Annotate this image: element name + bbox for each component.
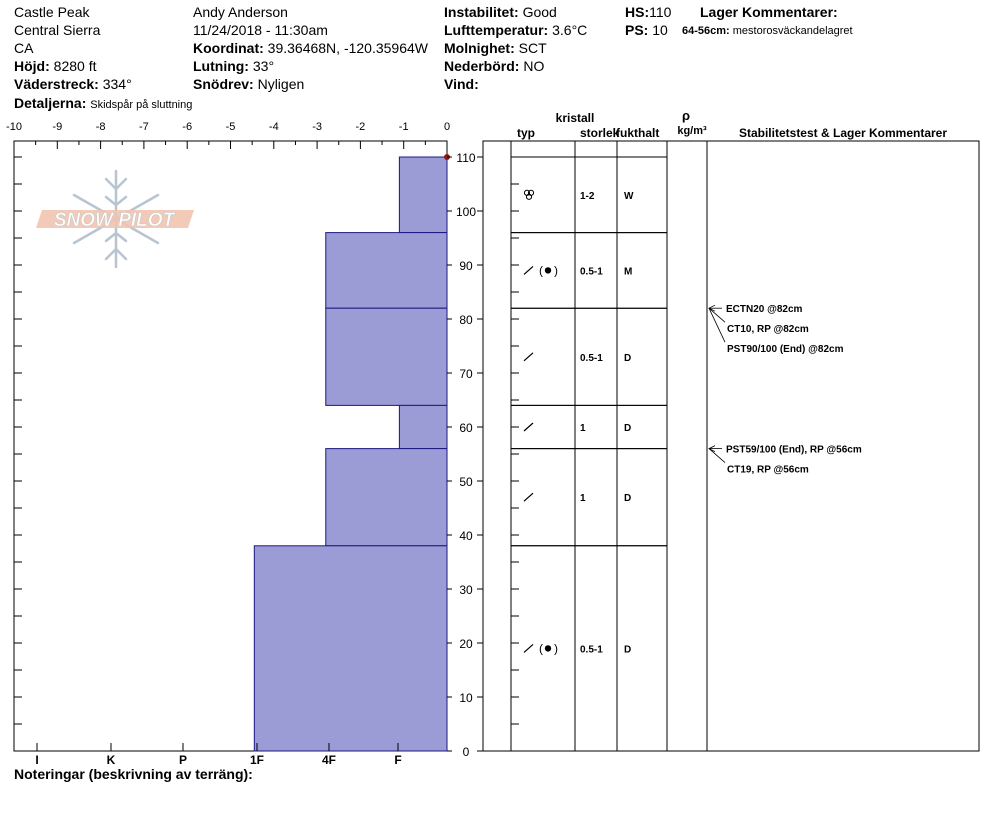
x-bottom-tick-label: F xyxy=(394,753,402,766)
x-top-tick-label: -5 xyxy=(225,121,236,133)
hardness-bar xyxy=(399,157,447,233)
airtemp-value: 3.6°C xyxy=(552,22,588,38)
hardness-bar xyxy=(326,233,447,309)
snow-pilot-logo xyxy=(36,171,194,267)
test-arrow-line xyxy=(709,308,725,342)
y-axis-tick-label: 40 xyxy=(459,529,473,543)
hardness-bar xyxy=(399,405,447,448)
crystal-paren-open: ( xyxy=(539,641,543,656)
elevation-label: Höjd: xyxy=(14,58,50,74)
col-typ: typ xyxy=(517,126,535,140)
precip-label: Nederbörd: xyxy=(444,58,520,74)
precip-value: NO xyxy=(523,58,545,74)
hardness-bar xyxy=(254,546,447,751)
layer-comment-depth: 64-56cm: xyxy=(682,25,730,37)
crystal-secondary-dot-icon xyxy=(545,267,551,273)
drift-value: Nyligen xyxy=(257,76,305,92)
x-top-tick-label: -6 xyxy=(182,121,193,133)
elevation-value: 8280 ft xyxy=(53,58,97,74)
layer-comments-label: Lager Kommentarer: xyxy=(700,4,838,20)
moisture: D xyxy=(624,493,632,505)
details-value: Skidspår på sluttning xyxy=(90,99,193,111)
grain-size: 0.5-1 xyxy=(580,352,603,364)
crystal-paren-close: ) xyxy=(554,263,558,278)
grain-size: 1 xyxy=(580,423,586,434)
grain-size: 1-2 xyxy=(580,190,595,202)
range: Central Sierra xyxy=(14,22,101,38)
crystal-faceted-icon xyxy=(524,353,533,361)
col-density-unit: kg/m³ xyxy=(677,125,707,137)
sky-label: Molnighet: xyxy=(444,40,515,56)
drift-label: Snödrev: xyxy=(193,76,254,92)
col-rho: ρ xyxy=(681,108,691,123)
x-top-tick-label: -4 xyxy=(268,121,279,133)
stability-test-label: ECTN20 @82cm xyxy=(726,304,803,316)
crystal-secondary-dot-icon xyxy=(545,645,551,651)
hs-value: 110 xyxy=(649,4,672,20)
moisture: D xyxy=(624,644,632,656)
x-top-tick-label: -9 xyxy=(52,121,63,133)
moisture: M xyxy=(624,266,633,278)
grain-size: 1 xyxy=(580,493,586,505)
ps-value: 10 xyxy=(652,22,668,38)
grain-size: 0.5-1 xyxy=(580,644,603,656)
x-top-tick-label: -1 xyxy=(398,121,409,133)
x-bottom-tick-label: 1F xyxy=(249,753,265,766)
y-axis-tick-label: 80 xyxy=(459,313,473,327)
aspect-label: Väderstreck: xyxy=(14,76,99,92)
crystal-paren-close: ) xyxy=(554,641,558,656)
y-axis-tick-label: 0 xyxy=(462,745,470,759)
y-axis-tick-label: 60 xyxy=(459,421,473,435)
hardness-bar xyxy=(326,449,447,546)
stability-test-label: PST90/100 (End) @82cm xyxy=(727,344,844,356)
aspect-value: 334° xyxy=(102,76,132,92)
y-axis-tick-label: 110 xyxy=(456,151,476,165)
x-top-tick-label: -7 xyxy=(139,121,149,133)
grain-size: 0.5-1 xyxy=(580,266,603,278)
x-bottom-tick-label: P xyxy=(178,753,188,766)
crystal-paren-open: ( xyxy=(539,263,543,278)
col-storlek: storlek xyxy=(580,126,620,140)
stability-test-label: CT10, RP @82cm xyxy=(727,324,809,336)
y-axis-tick-label: 90 xyxy=(459,259,473,273)
wind-label: Vind: xyxy=(444,76,479,92)
sky-value: SCT xyxy=(518,40,547,56)
x-bottom-tick-label: I xyxy=(35,753,39,766)
col-stability: Stabilitetstest & Lager Kommentarer xyxy=(738,126,948,140)
y-axis-tick-label: 100 xyxy=(455,205,477,219)
test-arrow-line xyxy=(709,308,725,322)
x-top-tick-label: -10 xyxy=(6,121,22,133)
slope-value: 33° xyxy=(252,58,275,74)
col-kristall: kristall xyxy=(555,111,595,125)
coord-label: Koordinat: xyxy=(193,40,264,56)
observer: Andy Anderson xyxy=(193,4,288,20)
stability-test-label: PST59/100 (End), RP @56cm xyxy=(726,444,862,456)
crystal-faceted-icon xyxy=(524,266,533,274)
y-axis-tick-label: 70 xyxy=(459,367,473,381)
y-axis-tick-label: 10 xyxy=(459,691,473,705)
y-axis-tick-label: 20 xyxy=(459,637,473,651)
test-arrow-line xyxy=(709,449,725,463)
x-top-tick-label: -8 xyxy=(95,121,106,133)
instability-value: Good xyxy=(522,4,557,20)
crystal-faceted-icon xyxy=(524,493,533,501)
x-top-tick-label: 0 xyxy=(443,121,451,133)
state: CA xyxy=(14,40,34,56)
coord-value: 39.36468N, -120.35964W xyxy=(267,40,428,56)
airtemp-label: Lufttemperatur: xyxy=(444,22,549,38)
location: Castle Peak xyxy=(14,4,90,20)
instability-label: Instabilitet: xyxy=(444,4,519,20)
y-axis-tick-label: 30 xyxy=(459,583,473,597)
details-label: Detaljerna: xyxy=(14,95,87,111)
x-top-tick-label: -3 xyxy=(312,121,322,133)
hs-label: HS: xyxy=(625,4,650,20)
x-bottom-tick-label: 4F xyxy=(321,753,337,766)
x-bottom-tick-label: K xyxy=(106,753,116,766)
moisture: W xyxy=(624,190,634,202)
col-fukthalt: fukthalt xyxy=(616,126,660,140)
datetime: 11/24/2018 - 11:30am xyxy=(193,22,328,38)
y-axis-tick-label: 50 xyxy=(459,475,473,489)
snow-pilot-logo-text: SNOW PILOT xyxy=(53,210,175,231)
ps-label: PS: xyxy=(625,22,649,38)
layer-comment-text: mestorosväckandelagret xyxy=(732,25,853,37)
moisture: D xyxy=(624,423,632,434)
moisture: D xyxy=(624,352,632,364)
crystal-faceted-icon xyxy=(524,423,533,431)
crystal-faceted-icon xyxy=(524,644,533,652)
slope-label: Lutning: xyxy=(193,58,249,74)
notes-label: Noteringar (beskrivning av terräng): xyxy=(14,766,253,782)
x-top-tick-label: -2 xyxy=(355,121,366,133)
hardness-bar xyxy=(326,308,447,405)
stability-test-label: CT19, RP @56cm xyxy=(727,464,809,476)
